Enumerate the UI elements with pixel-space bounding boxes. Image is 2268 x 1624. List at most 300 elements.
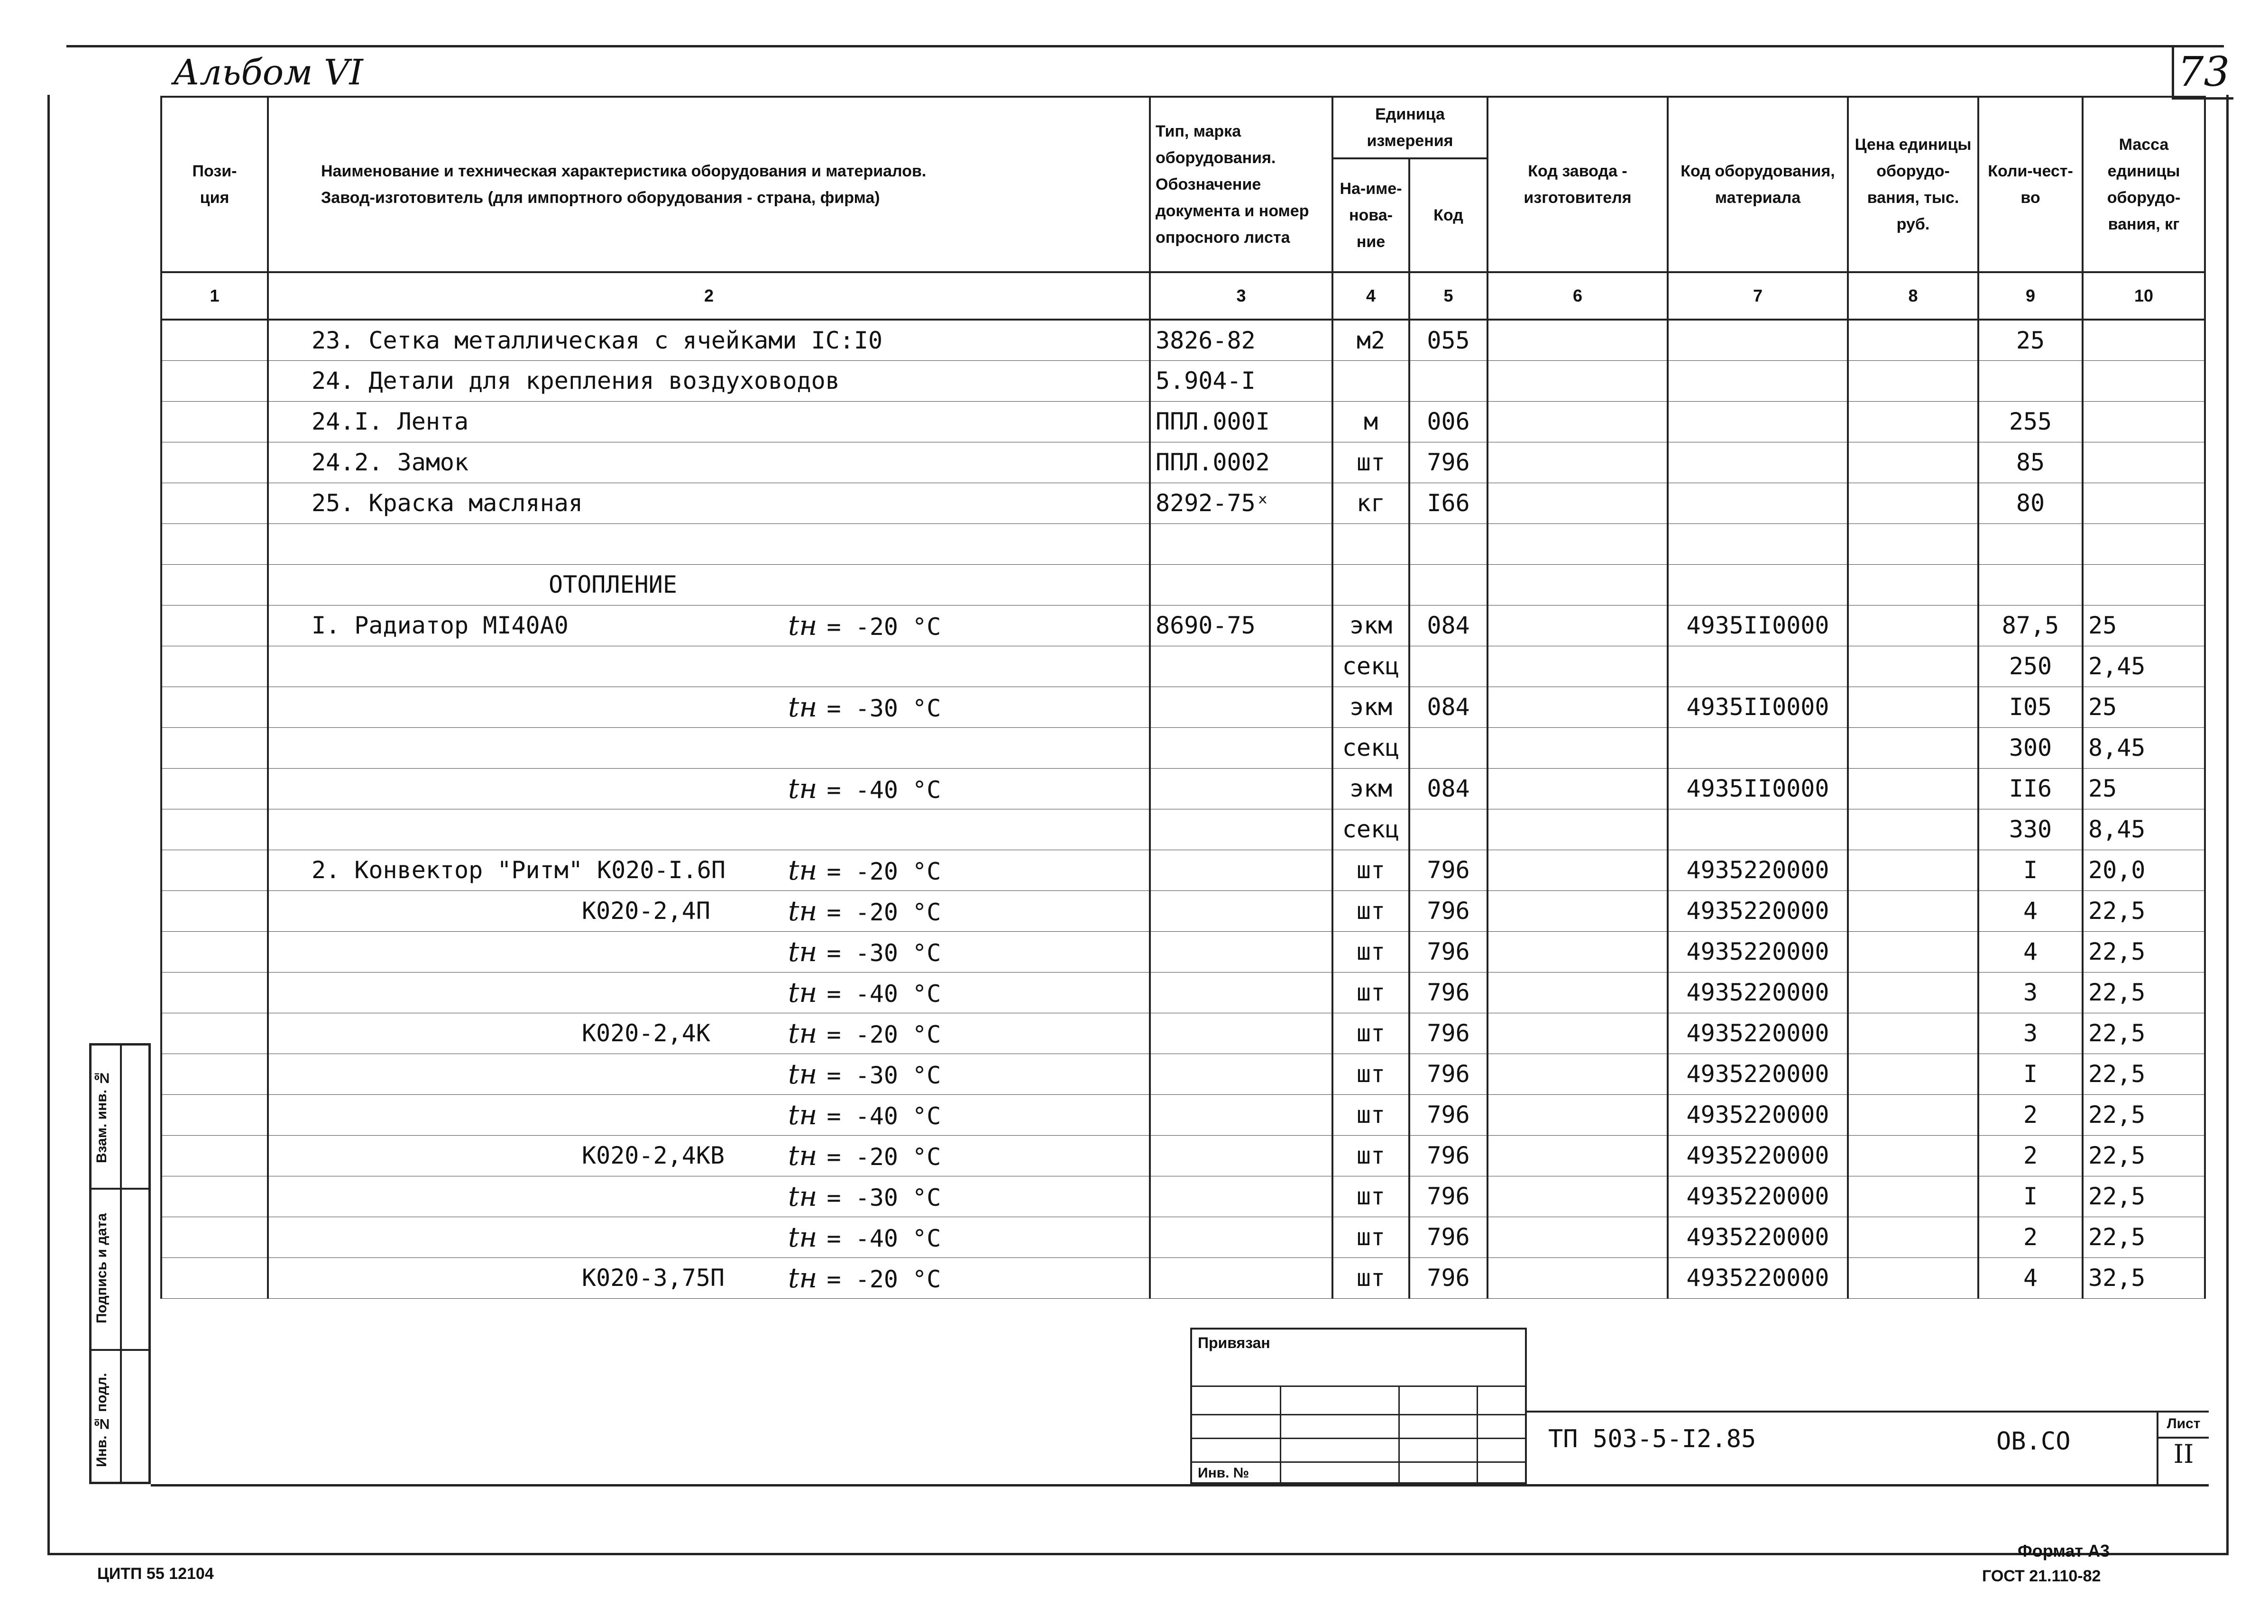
table-row [161, 564, 2205, 605]
cell-unit: шт [1332, 1135, 1409, 1176]
cell-name [268, 850, 1150, 890]
cell-equipment-code: 4935220000 [1668, 1135, 1848, 1176]
cell-mass [2083, 320, 2205, 360]
cell-name [268, 931, 1150, 972]
item-name: ОТОПЛЕНИЕ [549, 571, 677, 598]
temperature-value: = -30 °C [826, 694, 941, 722]
cell-equipment-code: 4935220000 [1668, 1257, 1848, 1298]
cell-price [1848, 1257, 1978, 1298]
album-title: Альбом VI [173, 52, 363, 93]
cell-name [268, 1135, 1150, 1176]
cell-unit: шт [1332, 931, 1409, 972]
cell-unit: шт [1332, 1094, 1409, 1135]
temperature-spec [788, 936, 941, 968]
cell-factory-code [1488, 646, 1668, 687]
cell-type: 8292-75ˣ [1150, 483, 1332, 523]
header-row [161, 97, 2205, 158]
cell-quantity: I05 [1978, 687, 2083, 727]
cell-factory-code [1488, 523, 1668, 564]
table-row [161, 931, 2205, 972]
cell-price [1848, 809, 1978, 850]
cell-name [268, 1257, 1150, 1298]
cell-unit: м [1332, 401, 1409, 442]
cell-unit: шт [1332, 1054, 1409, 1094]
cell-position [161, 523, 268, 564]
cell-mass: 22,5 [2083, 1054, 2205, 1094]
item-name: К020-2,4К [582, 1019, 710, 1047]
cell-equipment-code: 4935220000 [1668, 1013, 1848, 1054]
cell-factory-code [1488, 401, 1668, 442]
cell-name [268, 360, 1150, 401]
cell-equipment-code: 4935220000 [1668, 931, 1848, 972]
temperature-symbol: tн [788, 1139, 817, 1172]
cell-unit-code: 006 [1409, 401, 1488, 442]
cell-equipment-code: 4935220000 [1668, 890, 1848, 931]
temperature-spec [788, 1058, 941, 1090]
cell-position [161, 972, 268, 1013]
cell-price [1848, 1176, 1978, 1217]
temperature-symbol: tн [788, 976, 817, 1009]
cell-factory-code [1488, 727, 1668, 768]
cell-type [1150, 1054, 1332, 1094]
item-name [274, 938, 312, 965]
column-number-row [161, 272, 2205, 320]
temperature-value: = -40 °C [826, 1102, 941, 1130]
temperature-value: = -20 °C [826, 1265, 941, 1293]
cell-type: 3826-82 [1150, 320, 1332, 360]
item-name [274, 979, 312, 1006]
table-row [161, 483, 2205, 523]
cell-position [161, 360, 268, 401]
cell-factory-code [1488, 1217, 1668, 1257]
cell-unit-code [1409, 646, 1488, 687]
cell-position [161, 1013, 268, 1054]
cell-type: 8690-75 [1150, 605, 1332, 646]
cell-unit [1332, 360, 1409, 401]
cell-name [268, 687, 1150, 727]
temperature-symbol: tн [788, 894, 817, 927]
cell-unit-code [1409, 727, 1488, 768]
cell-type [1150, 972, 1332, 1013]
temperature-symbol: tн [788, 690, 817, 723]
cell-type [1150, 1013, 1332, 1054]
table-row [161, 401, 2205, 442]
item-name [274, 1183, 312, 1210]
cell-unit: шт [1332, 972, 1409, 1013]
cell-unit-code: 796 [1409, 1013, 1488, 1054]
cell-unit: экм [1332, 687, 1409, 727]
stamp-rule [1192, 1414, 1525, 1415]
header-unit-group: Единица измерения [1332, 97, 1488, 158]
cell-name [268, 605, 1150, 646]
header-factory-code: Код завода - изготовителя [1488, 97, 1668, 272]
cell-unit-code: 084 [1409, 605, 1488, 646]
cell-quantity: 255 [1978, 401, 2083, 442]
temperature-value: = -40 °C [826, 776, 941, 804]
cell-unit-code: 796 [1409, 972, 1488, 1013]
cell-type [1150, 564, 1332, 605]
table-row [161, 727, 2205, 768]
footer-format: Формат А3 [2018, 1541, 2110, 1560]
cell-type [1150, 727, 1332, 768]
cell-unit-code: 796 [1409, 1135, 1488, 1176]
cell-unit-code: 796 [1409, 1094, 1488, 1135]
cell-price [1848, 890, 1978, 931]
item-name [274, 652, 312, 680]
table-row [161, 360, 2205, 401]
cell-unit: шт [1332, 1217, 1409, 1257]
cell-factory-code [1488, 1176, 1668, 1217]
cell-unit-code: 796 [1409, 890, 1488, 931]
temperature-spec [788, 1180, 941, 1212]
cell-quantity [1978, 564, 2083, 605]
cell-type [1150, 809, 1332, 850]
cell-unit [1332, 523, 1409, 564]
table-row [161, 809, 2205, 850]
cell-price [1848, 850, 1978, 890]
cell-factory-code [1488, 360, 1668, 401]
table-row [161, 442, 2205, 483]
cell-unit-code [1409, 564, 1488, 605]
temperature-spec [788, 609, 941, 642]
temperature-value: = -20 °C [826, 857, 941, 885]
item-name: I. Радиатор MI40A0 [312, 612, 569, 639]
cell-position [161, 1054, 268, 1094]
header-name: Наименование и техническая характеристика оборудования и материалов. Завод-изготовитель (для импортного оборудования - страна, фирма) [268, 97, 1150, 272]
item-name: 24.I. Лента [312, 408, 469, 435]
cell-price [1848, 523, 1978, 564]
cell-unit-code [1409, 809, 1488, 850]
item-name [274, 734, 312, 762]
temperature-value: = -30 °C [826, 1061, 941, 1089]
cell-quantity: 4 [1978, 890, 2083, 931]
side-stamp-rule [92, 1349, 148, 1351]
temperature-spec [788, 1099, 941, 1131]
cell-equipment-code [1668, 809, 1848, 850]
cell-type [1150, 1094, 1332, 1135]
cell-mass [2083, 360, 2205, 401]
cell-name [268, 1013, 1150, 1054]
footer-code: ЦИТП 55 12104 [97, 1565, 214, 1583]
sheet-number: II [2173, 1439, 2194, 1469]
cell-price [1848, 442, 1978, 483]
cell-unit-code [1409, 360, 1488, 401]
temperature-symbol: tн [788, 1017, 817, 1049]
temperature-symbol: tн [788, 609, 817, 642]
cell-quantity: I [1978, 1054, 2083, 1094]
temperature-symbol: tн [788, 853, 817, 886]
cell-position [161, 931, 268, 972]
table-row [161, 972, 2205, 1013]
cell-unit-code: 796 [1409, 1257, 1488, 1298]
item-name [274, 1060, 312, 1088]
cell-equipment-code [1668, 401, 1848, 442]
temperature-symbol: tн [788, 1057, 817, 1090]
cell-equipment-code [1668, 523, 1848, 564]
column-number: 9 [1978, 272, 2083, 320]
cell-name [268, 890, 1150, 931]
temperature-spec [788, 1221, 941, 1253]
cell-price [1848, 768, 1978, 809]
cell-position [161, 727, 268, 768]
cell-mass [2083, 401, 2205, 442]
cell-type: ППЛ.0002 [1150, 442, 1332, 483]
cell-unit: секц [1332, 727, 1409, 768]
cell-unit: шт [1332, 442, 1409, 483]
document-section: ОВ.СО [1996, 1427, 2071, 1456]
cell-quantity: 300 [1978, 727, 2083, 768]
cell-unit-code: 796 [1409, 442, 1488, 483]
temperature-value: = -20 °C [826, 613, 941, 641]
temperature-value: = -30 °C [826, 1184, 941, 1211]
item-name: К020-3,75П [582, 1264, 725, 1292]
column-number: 3 [1150, 272, 1332, 320]
column-number: 6 [1488, 272, 1668, 320]
temperature-spec [788, 854, 941, 886]
table-row [161, 523, 2205, 564]
cell-position [161, 850, 268, 890]
side-stamp-signature-date: Подпись и дата [94, 1213, 110, 1324]
cell-name [268, 972, 1150, 1013]
cell-mass [2083, 442, 2205, 483]
cell-mass: 25 [2083, 768, 2205, 809]
table-row [161, 1094, 2205, 1135]
item-name [274, 775, 312, 802]
cell-price [1848, 687, 1978, 727]
cell-mass: 25 [2083, 605, 2205, 646]
cell-name [268, 1217, 1150, 1257]
page-number: 73 [2172, 47, 2233, 100]
cell-name [268, 320, 1150, 360]
cell-factory-code [1488, 320, 1668, 360]
header-mass: Масса единицы оборудо-вания, кг [2083, 97, 2205, 272]
cell-position [161, 1257, 268, 1298]
cell-unit-code: 796 [1409, 1054, 1488, 1094]
column-number: 8 [1848, 272, 1978, 320]
cell-quantity: 330 [1978, 809, 2083, 850]
cell-name [268, 401, 1150, 442]
cell-position [161, 483, 268, 523]
cell-mass: 22,5 [2083, 1135, 2205, 1176]
cell-price [1848, 564, 1978, 605]
document-code: ТП 503-5-I2.85 [1548, 1425, 1756, 1453]
cell-unit-code: 796 [1409, 1217, 1488, 1257]
item-name: К020-2,4КВ [582, 1142, 725, 1169]
cell-price [1848, 1054, 1978, 1094]
cell-unit: секц [1332, 646, 1409, 687]
cell-mass: 8,45 [2083, 727, 2205, 768]
cell-factory-code [1488, 931, 1668, 972]
cell-quantity: 80 [1978, 483, 2083, 523]
temperature-value: = -20 °C [826, 1020, 941, 1048]
table-row [161, 768, 2205, 809]
temperature-value: = -20 °C [826, 898, 941, 926]
table-row [161, 850, 2205, 890]
item-name [274, 816, 312, 843]
cell-price [1848, 605, 1978, 646]
cell-quantity: 25 [1978, 320, 2083, 360]
cell-unit: шт [1332, 1013, 1409, 1054]
item-name [274, 530, 312, 558]
cell-equipment-code [1668, 483, 1848, 523]
header-unit-name: На-име-нова-ние [1332, 158, 1409, 272]
cell-type [1150, 1135, 1332, 1176]
temperature-symbol: tн [788, 935, 817, 968]
cell-position [161, 890, 268, 931]
cell-factory-code [1488, 972, 1668, 1013]
stamp-divider [1477, 1386, 1478, 1482]
cell-quantity [1978, 523, 2083, 564]
cell-name [268, 523, 1150, 564]
cell-price [1848, 727, 1978, 768]
cell-price [1848, 360, 1978, 401]
cell-unit: шт [1332, 1176, 1409, 1217]
column-number: 4 [1332, 272, 1409, 320]
side-stamp-rule [92, 1188, 148, 1190]
cell-equipment-code: 4935220000 [1668, 1094, 1848, 1135]
cell-position [161, 1094, 268, 1135]
cell-type [1150, 931, 1332, 972]
item-name [274, 1101, 312, 1129]
cell-unit-code: I66 [1409, 483, 1488, 523]
side-stamp-original-inv: Инв. № подл. [94, 1373, 110, 1468]
cell-type: ППЛ.000I [1150, 401, 1332, 442]
cell-equipment-code [1668, 727, 1848, 768]
cell-unit: экм [1332, 605, 1409, 646]
cell-equipment-code: 4935220000 [1668, 1176, 1848, 1217]
cell-name [268, 727, 1150, 768]
table-row [161, 1257, 2205, 1298]
cell-factory-code [1488, 850, 1668, 890]
column-number: 5 [1409, 272, 1488, 320]
cell-price [1848, 401, 1978, 442]
temperature-value: = -20 °C [826, 1143, 941, 1171]
cell-equipment-code: 4935II0000 [1668, 605, 1848, 646]
cell-type [1150, 646, 1332, 687]
cell-position [161, 1176, 268, 1217]
cell-price [1848, 483, 1978, 523]
column-number: 10 [2083, 272, 2205, 320]
cell-unit-code: 796 [1409, 931, 1488, 972]
cell-type [1150, 687, 1332, 727]
cell-factory-code [1488, 809, 1668, 850]
cell-factory-code [1488, 1257, 1668, 1298]
cell-equipment-code: 4935II0000 [1668, 768, 1848, 809]
temperature-symbol: tн [788, 772, 817, 805]
temperature-spec [788, 1139, 941, 1172]
cell-quantity: I [1978, 850, 2083, 890]
cell-position [161, 646, 268, 687]
table-row [161, 1054, 2205, 1094]
cell-price [1848, 646, 1978, 687]
cell-unit: кг [1332, 483, 1409, 523]
column-number: 2 [268, 272, 1150, 320]
cell-quantity: 2 [1978, 1094, 2083, 1135]
cell-price [1848, 972, 1978, 1013]
cell-mass: 22,5 [2083, 1094, 2205, 1135]
cell-unit: экм [1332, 768, 1409, 809]
item-name: 24. Детали для крепления воздуховодов [312, 367, 840, 395]
cell-position [161, 401, 268, 442]
cell-quantity: 3 [1978, 972, 2083, 1013]
top-border-line [66, 45, 2224, 47]
cell-name [268, 646, 1150, 687]
stamp-divider [1280, 1386, 1281, 1482]
cell-quantity: 250 [1978, 646, 2083, 687]
cell-unit: м2 [1332, 320, 1409, 360]
temperature-spec [788, 691, 941, 723]
cell-equipment-code [1668, 442, 1848, 483]
cell-type [1150, 523, 1332, 564]
cell-mass: 22,5 [2083, 890, 2205, 931]
stamp-rule [1192, 1438, 1525, 1439]
table-row [161, 890, 2205, 931]
column-number: 1 [161, 272, 268, 320]
temperature-symbol: tн [788, 1220, 817, 1253]
cell-mass [2083, 523, 2205, 564]
cell-quantity: 2 [1978, 1135, 2083, 1176]
cell-quantity: 3 [1978, 1013, 2083, 1054]
temperature-value: = -30 °C [826, 939, 941, 967]
cell-price [1848, 1135, 1978, 1176]
cell-name [268, 1054, 1150, 1094]
cell-price [1848, 1217, 1978, 1257]
temperature-value: = -40 °C [826, 1224, 941, 1252]
cell-unit-code: 084 [1409, 687, 1488, 727]
cell-equipment-code: 4935220000 [1668, 1217, 1848, 1257]
cell-name [268, 564, 1150, 605]
cell-quantity: 85 [1978, 442, 2083, 483]
cell-factory-code [1488, 605, 1668, 646]
cell-mass: 22,5 [2083, 972, 2205, 1013]
specification-body [161, 320, 2205, 1298]
temperature-symbol: tн [788, 1261, 817, 1294]
cell-type [1150, 768, 1332, 809]
cell-quantity: 4 [1978, 931, 2083, 972]
cell-name [268, 1176, 1150, 1217]
cell-mass: 32,5 [2083, 1257, 2205, 1298]
cell-type [1150, 890, 1332, 931]
table-row [161, 1217, 2205, 1257]
sheet-number-box [2157, 1411, 2209, 1484]
cell-mass: 8,45 [2083, 809, 2205, 850]
bottom-rule [151, 1484, 2209, 1486]
stamp-divider [1398, 1386, 1400, 1482]
header-unit-code: Код [1409, 158, 1488, 272]
binding-label: Привязан [1198, 1334, 1270, 1351]
cell-price [1848, 320, 1978, 360]
header-quantity: Коли-чест-во [1978, 97, 2083, 272]
cell-type [1150, 1217, 1332, 1257]
cell-position [161, 564, 268, 605]
temperature-symbol: tн [788, 1098, 817, 1131]
inventory-label: Инв. № [1198, 1465, 1249, 1481]
table-row [161, 605, 2205, 646]
cell-type [1150, 1176, 1332, 1217]
cell-equipment-code: 4935220000 [1668, 972, 1848, 1013]
table-row [161, 1013, 2205, 1054]
cell-type [1150, 1257, 1332, 1298]
cell-factory-code [1488, 442, 1668, 483]
header-equipment-code: Код оборудования, материала [1668, 97, 1848, 272]
cell-equipment-code: 4935II0000 [1668, 687, 1848, 727]
item-name: 24.2. Замок [312, 449, 469, 476]
cell-factory-code [1488, 890, 1668, 931]
cell-unit: шт [1332, 1257, 1409, 1298]
cell-equipment-code [1668, 320, 1848, 360]
temperature-value: = -40 °C [826, 980, 941, 1008]
cell-quantity: 87,5 [1978, 605, 2083, 646]
